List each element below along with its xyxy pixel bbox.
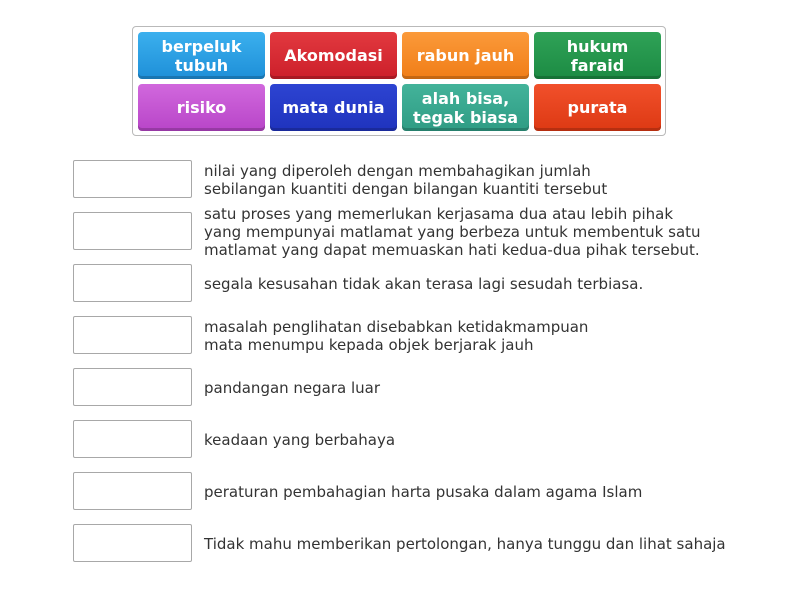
match-row	[73, 472, 773, 512]
match-row	[73, 524, 773, 564]
row-description: pandangan negara luar	[204, 379, 381, 397]
row-description: keadaan yang berbahaya	[204, 431, 396, 449]
tile-label: alah bisa, tegak biasa	[412, 88, 518, 127]
answer-tile-berpeluk-tubuh[interactable]	[138, 32, 265, 79]
match-row	[73, 160, 773, 200]
row-description: peraturan pembahagian harta pusaka dalam agama Islam	[204, 483, 643, 501]
row-description: satu proses yang memerlukan kerjasama dua atau lebih pihak yang mempunyai matlamat yang berbeza untuk membentuk satu matlamat yang dapat memuaskan hati kedua-dua pihak tersebut.	[204, 205, 701, 259]
tile-label: mata dunia	[282, 98, 385, 117]
answer-tile-mata-dunia[interactable]	[270, 84, 397, 131]
drop-zone[interactable]	[73, 264, 192, 302]
drop-zone[interactable]	[73, 524, 192, 562]
answer-tile-alah-bisa[interactable]	[402, 84, 529, 131]
match-row	[73, 205, 773, 259]
match-row	[73, 420, 773, 460]
match-row	[73, 316, 773, 356]
row-description: nilai yang diperoleh dengan membahagikan jumlah sebilangan kuantiti dengan bilangan kuantiti tersebut	[204, 162, 608, 198]
row-description: Tidak mahu memberikan pertolongan, hanya tunggu dan lihat sahaja	[204, 535, 726, 553]
drop-zone[interactable]	[73, 160, 192, 198]
answer-bank	[132, 26, 666, 136]
answer-tile-risiko[interactable]	[138, 84, 265, 131]
tile-label: hukum faraid	[566, 36, 629, 75]
tile-label: berpeluk tubuh	[161, 36, 242, 75]
tile-label: purata	[567, 98, 628, 117]
drop-zone[interactable]	[73, 316, 192, 354]
match-row	[73, 264, 773, 304]
match-row	[73, 368, 773, 408]
row-description: masalah penglihatan disebabkan ketidakmampuan mata menumpu kepada objek berjarak jauh	[204, 318, 589, 354]
answer-tile-akomodasi[interactable]	[270, 32, 397, 79]
row-description: segala kesusahan tidak akan terasa lagi sesudah terbiasa.	[204, 275, 644, 293]
drop-zone[interactable]	[73, 420, 192, 458]
tile-label: risiko	[176, 98, 227, 117]
answer-tile-rabun-jauh[interactable]	[402, 32, 529, 79]
tile-label: Akomodasi	[284, 46, 383, 65]
tile-label: rabun jauh	[416, 46, 515, 65]
drop-zone[interactable]	[73, 368, 192, 406]
answer-tile-hukum-faraid[interactable]	[534, 32, 661, 79]
answer-tile-purata[interactable]	[534, 84, 661, 131]
drop-zone[interactable]	[73, 472, 192, 510]
drop-zone[interactable]	[73, 212, 192, 250]
